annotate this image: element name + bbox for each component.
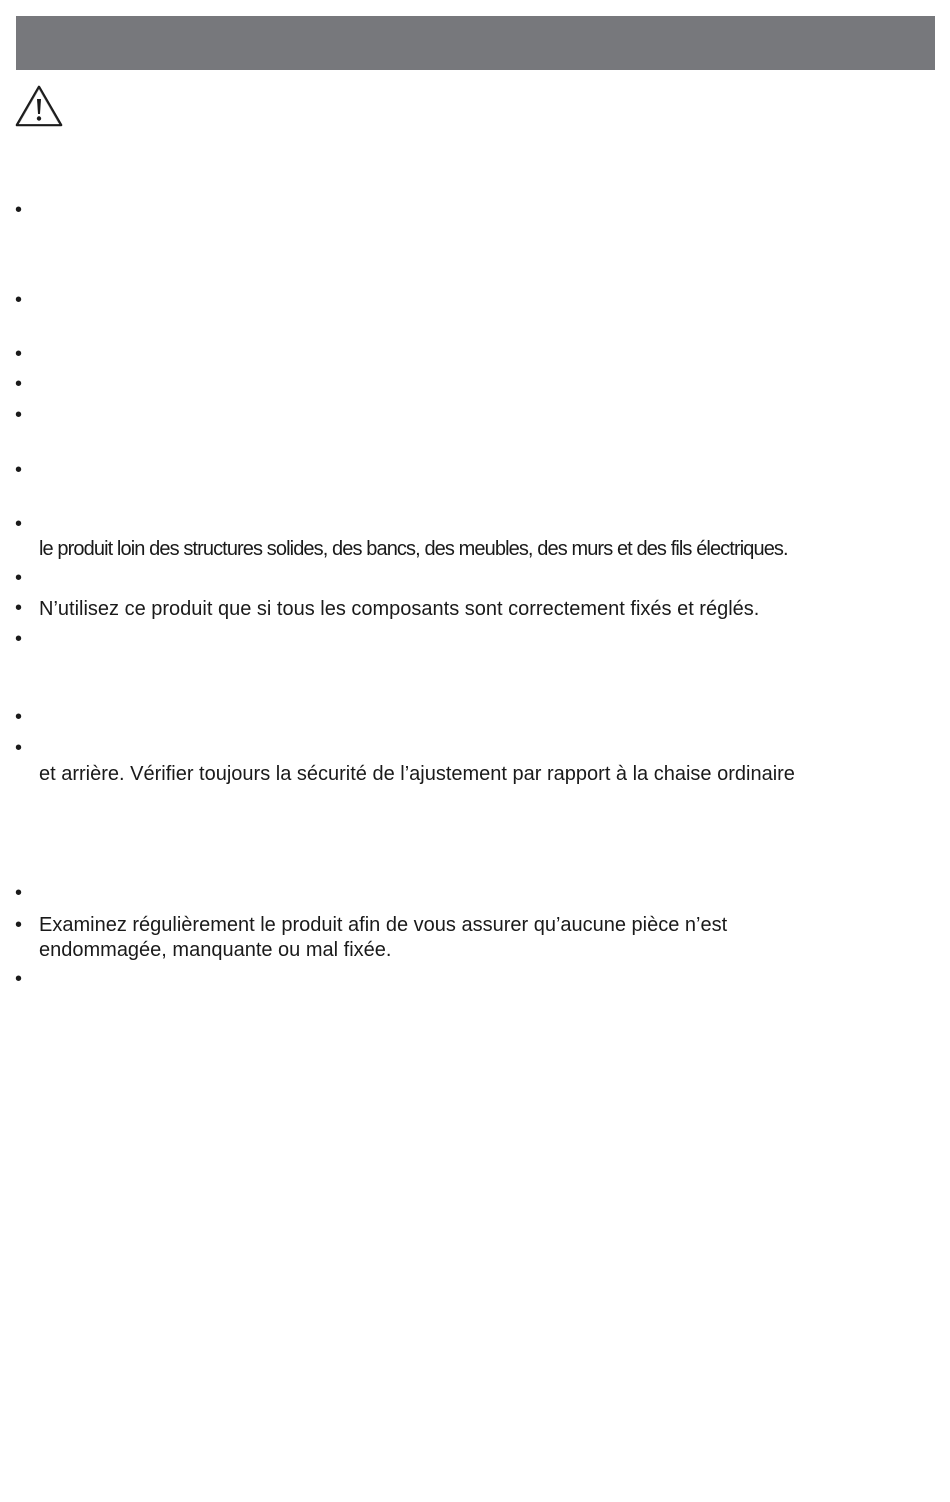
bullet-7: • [15, 513, 23, 535]
bullet-15: • [15, 968, 23, 990]
bullet-12: • [15, 737, 23, 759]
bullet-text-14-line-1: Examinez régulièrement le produit afin de vous assurer qu’aucune pièce n’est [39, 914, 728, 936]
warning-triangle-icon [14, 84, 64, 128]
bullet-1: • [15, 199, 23, 221]
bullet-10: • [15, 628, 23, 650]
bullet-14: • [15, 914, 23, 936]
bullet-8: • [15, 567, 23, 589]
bullet-4: • [15, 373, 23, 395]
bullet-6: • [15, 459, 23, 481]
bullet-text-7-continuation: le produit loin des structures solides, des bancs, des meubles, des murs et des fils électriques. [39, 538, 788, 560]
bullet-5: • [15, 404, 23, 426]
bullet-text-14-line-2: endommagée, manquante ou mal fixée. [39, 939, 392, 961]
bullet-3: • [15, 343, 23, 365]
bullet-text-9: N’utilisez ce produit que si tous les composants sont correctement fixés et réglés. [39, 598, 760, 620]
bullet-13: • [15, 882, 23, 904]
bullet-2: • [15, 289, 23, 311]
header-bar [16, 16, 935, 70]
bullet-9: • [15, 597, 23, 619]
bullet-11: • [15, 706, 23, 728]
bullet-text-12-continuation: et arrière. Vérifier toujours la sécurité de l’ajustement par rapport à la chaise ordinaire [39, 763, 795, 785]
